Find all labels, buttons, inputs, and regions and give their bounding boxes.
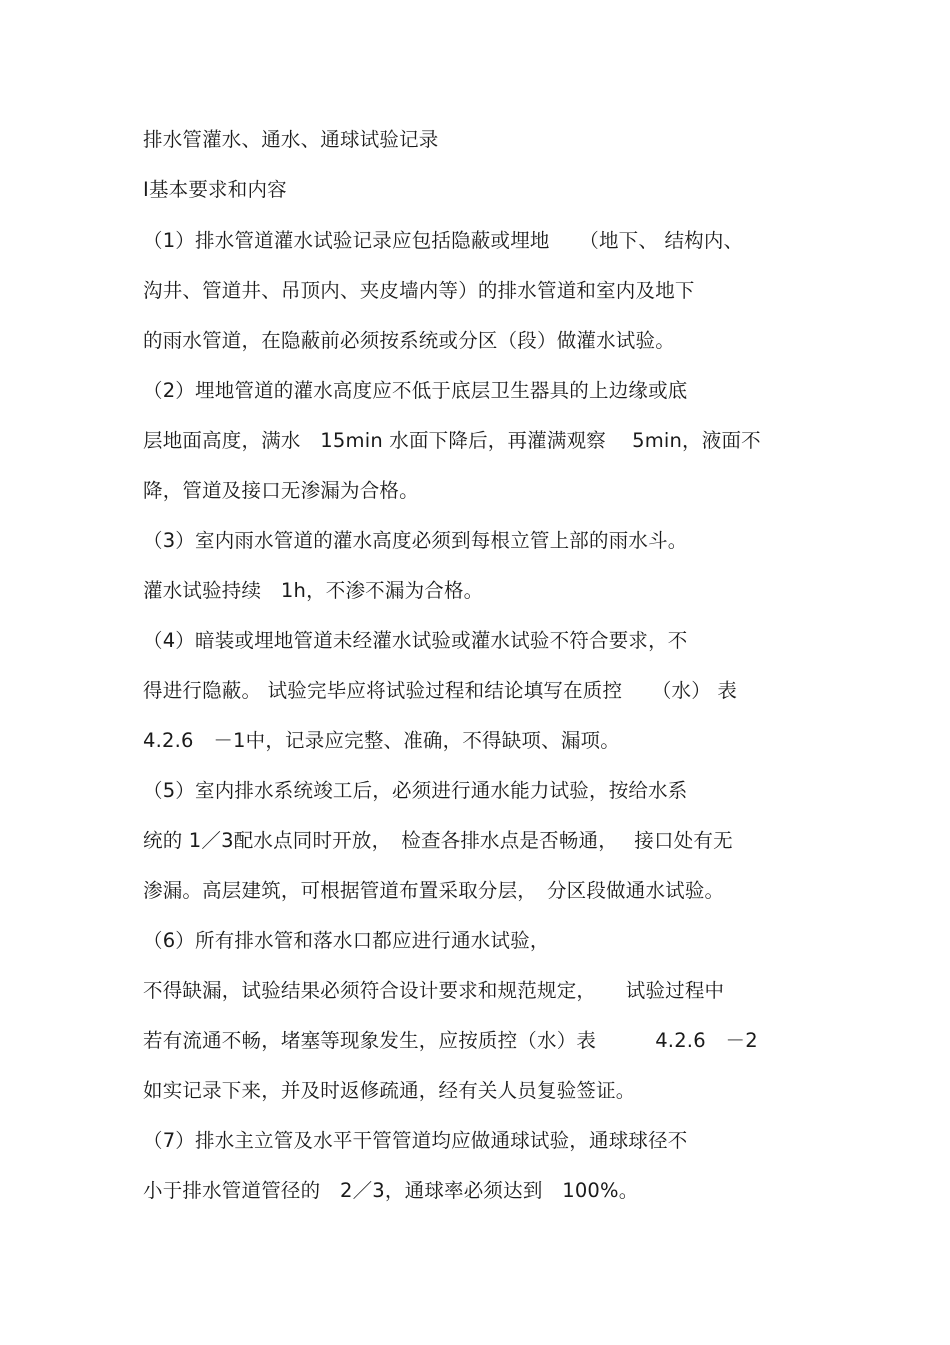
body-line: 渗漏。高层建筑，可根据管道布置采取分层， 分区段做通水试验。 [143, 879, 725, 902]
body-line: （3）室内雨水管道的灌水高度必须到每根立管上部的雨水斗。 [143, 529, 688, 552]
body-line: （1）排水管道灌水试验记录应包括隐蔽或埋地 （地下、 结构内、 [143, 229, 744, 252]
body-line: 沟井、管道井、吊顶内、夹皮墙内等）的排水管道和室内及地下 [143, 279, 695, 302]
body-line: （4）暗装或埋地管道未经灌水试验或灌水试验不符合要求，不 [143, 629, 688, 652]
body-line: （7）排水主立管及水平干管管道均应做通球试验，通球球径不 [143, 1129, 688, 1152]
body-line: 小于排水管道管径的 2／3，通球率必须达到 100%。 [143, 1179, 639, 1202]
body-line: （5）室内排水系统竣工后，必须进行通水能力试验，按给水系 [143, 779, 688, 802]
body-line: 不得缺漏，试验结果必须符合设计要求和规范规定， 试验过程中 [143, 979, 725, 1002]
document-title: 排水管灌水、通水、通球试验记录 [143, 128, 439, 151]
body-line: 灌水试验持续 1h，不渗不漏为合格。 [143, 579, 484, 602]
body-line: 的雨水管道，在隐蔽前必须按系统或分区（段）做灌水试验。 [143, 329, 675, 352]
body-line: 层地面高度，满水 15min 水面下降后，再灌满观察 5min，液面不 [143, 429, 761, 452]
body-line: （6）所有排水管和落水口都应进行通水试验， [143, 929, 550, 952]
body-line: 降，管道及接口无渗漏为合格。 [143, 479, 419, 502]
section-heading: Ⅰ基本要求和内容 [143, 178, 287, 201]
body-line: 得进行隐蔽。 试验完毕应将试验过程和结论填写在质控 （水） 表 [143, 679, 738, 702]
body-line: 统的 1／3配水点同时开放， 检查各排水点是否畅通， 接口处有无 [143, 829, 733, 852]
body-line: 若有流通不畅，堵塞等现象发生，应按质控（水）表 4.2.6 －2 [143, 1029, 758, 1052]
body-line: （2）埋地管道的灌水高度应不低于底层卫生器具的上边缘或底 [143, 379, 688, 402]
body-line: 4.2.6 －1中，记录应完整、准确，不得缺项、漏项。 [143, 729, 620, 752]
body-line: 如实记录下来，并及时返修疏通，经有关人员复验签证。 [143, 1079, 636, 1102]
